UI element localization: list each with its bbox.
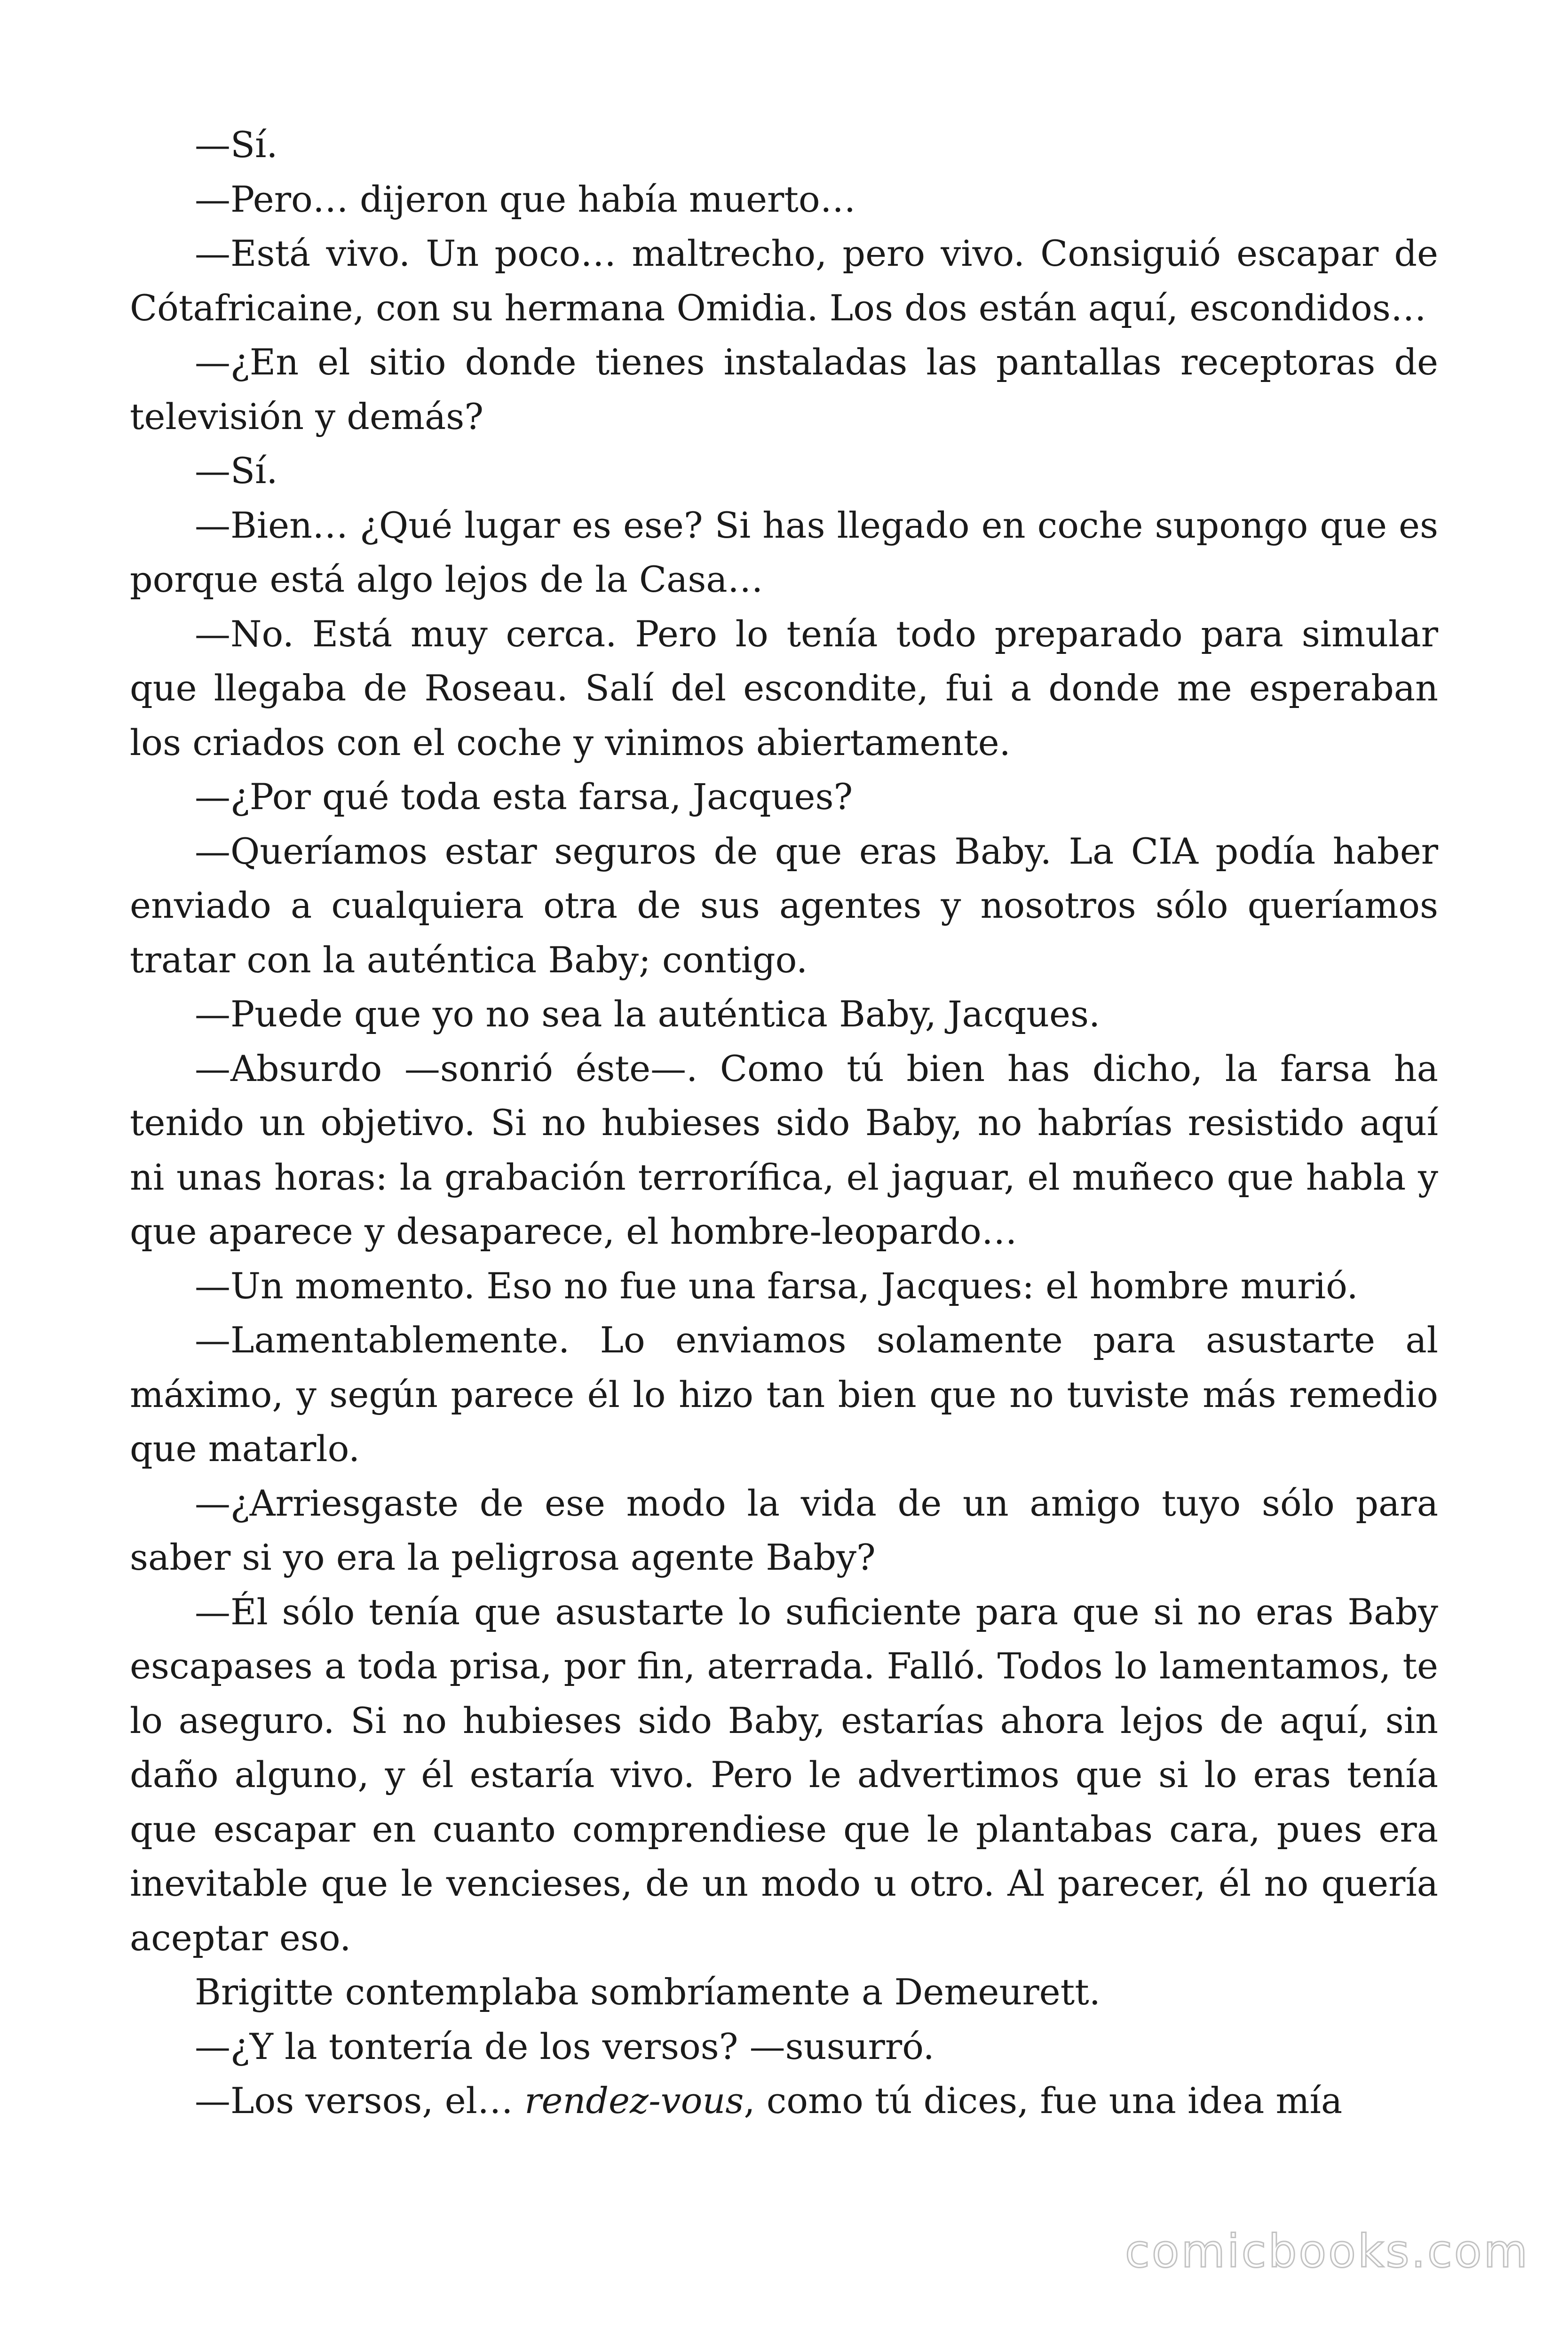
paragraph-12: —Un momento. Eso no fue una farsa, Jacques: el hombre murió. xyxy=(195,1264,1358,1307)
paragraph-3: —Está vivo. Un poco… maltrecho, pero vivo. Consiguió escapar de Cótafricaine, con su hermana Omidia. Los dos están aquí, escondidos… xyxy=(130,232,1438,329)
paragraph-10: —Puede que yo no sea la auténtica Baby, Jacques. xyxy=(195,993,1101,1035)
paragraph-18-start: —Los versos, el… xyxy=(195,2080,525,2122)
paragraph-18 xyxy=(130,2074,1438,2128)
paragraph-13: —Lamentablemente. Lo enviamos solamente para asustarte al máximo, y según parece él lo hizo tan bien que no tuviste más remedio que matarlo. xyxy=(130,1319,1438,1470)
paragraph-2: —Pero… dijeron que había muerto… xyxy=(195,178,856,220)
paragraph-16: Brigitte contemplaba sombríamente a Demeurett. xyxy=(195,1971,1101,2013)
paragraph-6: —Bien… ¿Qué lugar es ese? Si has llegado en coche supongo que es porque está algo lejos de la Casa… xyxy=(130,504,1438,600)
page-text xyxy=(130,118,1438,2128)
watermark: comicbooks.com xyxy=(1125,2225,1529,2278)
paragraph-8: —¿Por qué toda esta farsa, Jacques? xyxy=(195,776,853,818)
paragraph-17: —¿Y la tontería de los versos? —susurró. xyxy=(195,2025,934,2067)
paragraph-7: —No. Está muy cerca. Pero lo tenía todo preparado para simular que llegaba de Roseau. Salí del escondite, fui a donde me esperaban los criados con el coche y vinimos abiertamente. xyxy=(130,612,1438,763)
italic-phrase: rendez-vous xyxy=(524,2080,744,2122)
paragraph-18-end: , como tú dices, fue una idea mía xyxy=(744,2080,1343,2122)
paragraph-11: —Absurdo —sonrió éste—. Como tú bien has dicho, la farsa ha tenido un objetivo. Si no hubieses sido Baby, no habrías resistido aquí ni unas horas: la grabación terrorífica, el jaguar, el muñeco que habla y que aparece y desaparece, el hombre-leopardo… xyxy=(130,1047,1438,1252)
paragraph-14: —¿Arriesgaste de ese modo la vida de un amigo tuyo sólo para saber si yo era la peligrosa agente Baby? xyxy=(130,1482,1438,1578)
paragraph-4: —¿En el sitio donde tienes instaladas las pantallas receptoras de televisión y demás? xyxy=(130,341,1438,437)
paragraph-1: —Sí. xyxy=(195,124,278,166)
paragraph-15: —Él sólo tenía que asustarte lo suficiente para que si no eras Baby escapases a toda prisa, por fin, aterrada. Falló. Todos lo lamentamos, te lo aseguro. Si no hubieses sido Baby, estarías ahora lejos de aquí, sin daño alguno, y él estaría vivo. Pero le advertimos que si lo eras tenía que escapar en cuanto comprendiese que le plantabas cara, pues era inevitable que le vencieses, de un modo u otro. Al parecer, él no quería aceptar eso. xyxy=(130,1590,1438,1959)
paragraph-5: —Sí. xyxy=(195,450,278,492)
paragraph-9: —Queríamos estar seguros de que eras Baby. La CIA podía haber enviado a cualquiera otra de sus agentes y nosotros sólo queríamos tratar con la auténtica Baby; contigo. xyxy=(130,830,1438,981)
